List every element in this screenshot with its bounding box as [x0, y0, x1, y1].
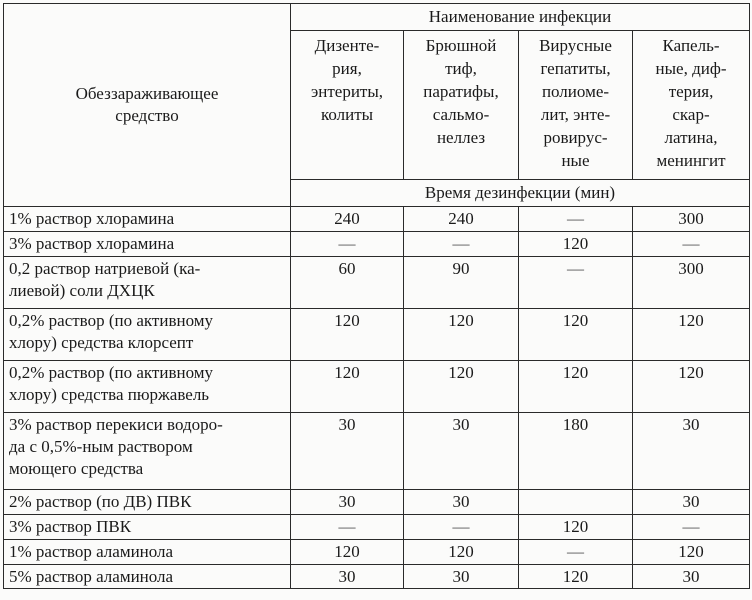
infection-name-header: Наименование инфекции	[291, 4, 750, 31]
value-cell: 30	[633, 413, 750, 490]
value-cell: 120	[291, 361, 404, 413]
value-cell: 120	[291, 309, 404, 361]
value-cell: 120	[633, 309, 750, 361]
value-cell	[519, 490, 633, 515]
value-cell: 120	[519, 565, 633, 589]
agent-column-header-text: Обеззараживающее средство	[75, 84, 219, 125]
table-row	[4, 490, 750, 515]
agent-name: 3% раствор перекиси водоро- да с 0,5%-ным раствором моющего средства	[4, 413, 291, 490]
table-row	[4, 413, 750, 490]
column-header-hepatitis-text: Вирусные гепатиты, полиоме- лит, энте- ровирус- ные	[539, 36, 612, 170]
agent-name: 0,2% раствор (по активному хлору) средства клорсепт	[4, 309, 291, 361]
value-cell: —	[633, 232, 750, 257]
value-cell: 300	[633, 257, 750, 309]
table-row	[4, 515, 750, 540]
value-cell: 120	[404, 361, 519, 413]
column-header-airborne	[633, 31, 750, 180]
value-cell: 30	[291, 565, 404, 589]
table-row	[4, 257, 750, 309]
table-row	[4, 207, 750, 232]
value-cell: —	[404, 232, 519, 257]
agent-name: 3% раствор хлорамина	[4, 232, 291, 257]
agent-name: 3% раствор ПВК	[4, 515, 291, 540]
value-cell: 30	[291, 490, 404, 515]
value-cell: 30	[291, 413, 404, 490]
agent-name: 2% раствор (по ДВ) ПВК	[4, 490, 291, 515]
column-header-typhoid-text: Брюшной тиф, паратифы, сальмо- неллез	[423, 36, 499, 147]
value-cell: 120	[519, 515, 633, 540]
value-cell: 120	[404, 540, 519, 565]
column-header-dysentery	[291, 31, 404, 180]
agent-name: 1% раствор хлорамина	[4, 207, 291, 232]
value-cell: 180	[519, 413, 633, 490]
value-cell: 30	[404, 490, 519, 515]
value-cell: 240	[404, 207, 519, 232]
value-cell: —	[291, 232, 404, 257]
value-cell: —	[291, 515, 404, 540]
value-cell: 120	[291, 540, 404, 565]
agent-name: 5% раствор аламинола	[4, 565, 291, 589]
table-row	[4, 232, 750, 257]
value-cell: —	[519, 540, 633, 565]
value-cell: 120	[404, 309, 519, 361]
agent-name: 0,2% раствор (по активному хлору) средства пюржавель	[4, 361, 291, 413]
column-header-airborne-text: Капель- ные, диф- терия, скар- латина, менингит	[655, 36, 727, 170]
value-cell: 300	[633, 207, 750, 232]
value-cell: 90	[404, 257, 519, 309]
value-cell: 120	[519, 232, 633, 257]
column-header-dysentery-text: Дизенте- рия, энтериты, колиты	[310, 36, 384, 124]
value-cell: 30	[404, 413, 519, 490]
value-cell: —	[519, 207, 633, 232]
agent-column-header	[4, 4, 291, 207]
value-cell: 60	[291, 257, 404, 309]
value-cell: 120	[633, 540, 750, 565]
table-row	[4, 565, 750, 589]
value-cell: 120	[519, 309, 633, 361]
table-row	[4, 361, 750, 413]
value-cell: 120	[633, 361, 750, 413]
value-cell: —	[404, 515, 519, 540]
value-cell: 30	[633, 490, 750, 515]
value-cell: —	[633, 515, 750, 540]
agent-name: 1% раствор аламинола	[4, 540, 291, 565]
table-row	[4, 309, 750, 361]
disinfection-table	[3, 3, 750, 589]
value-cell: 120	[519, 361, 633, 413]
column-header-hepatitis	[519, 31, 633, 180]
value-cell: 30	[633, 565, 750, 589]
agent-name: 0,2 раствор натриевой (ка- лиевой) соли ДХЦК	[4, 257, 291, 309]
column-header-typhoid	[404, 31, 519, 180]
time-caption: Время дезинфекции (мин)	[291, 180, 750, 207]
table-row	[4, 540, 750, 565]
value-cell: 240	[291, 207, 404, 232]
value-cell: 30	[404, 565, 519, 589]
value-cell: —	[519, 257, 633, 309]
